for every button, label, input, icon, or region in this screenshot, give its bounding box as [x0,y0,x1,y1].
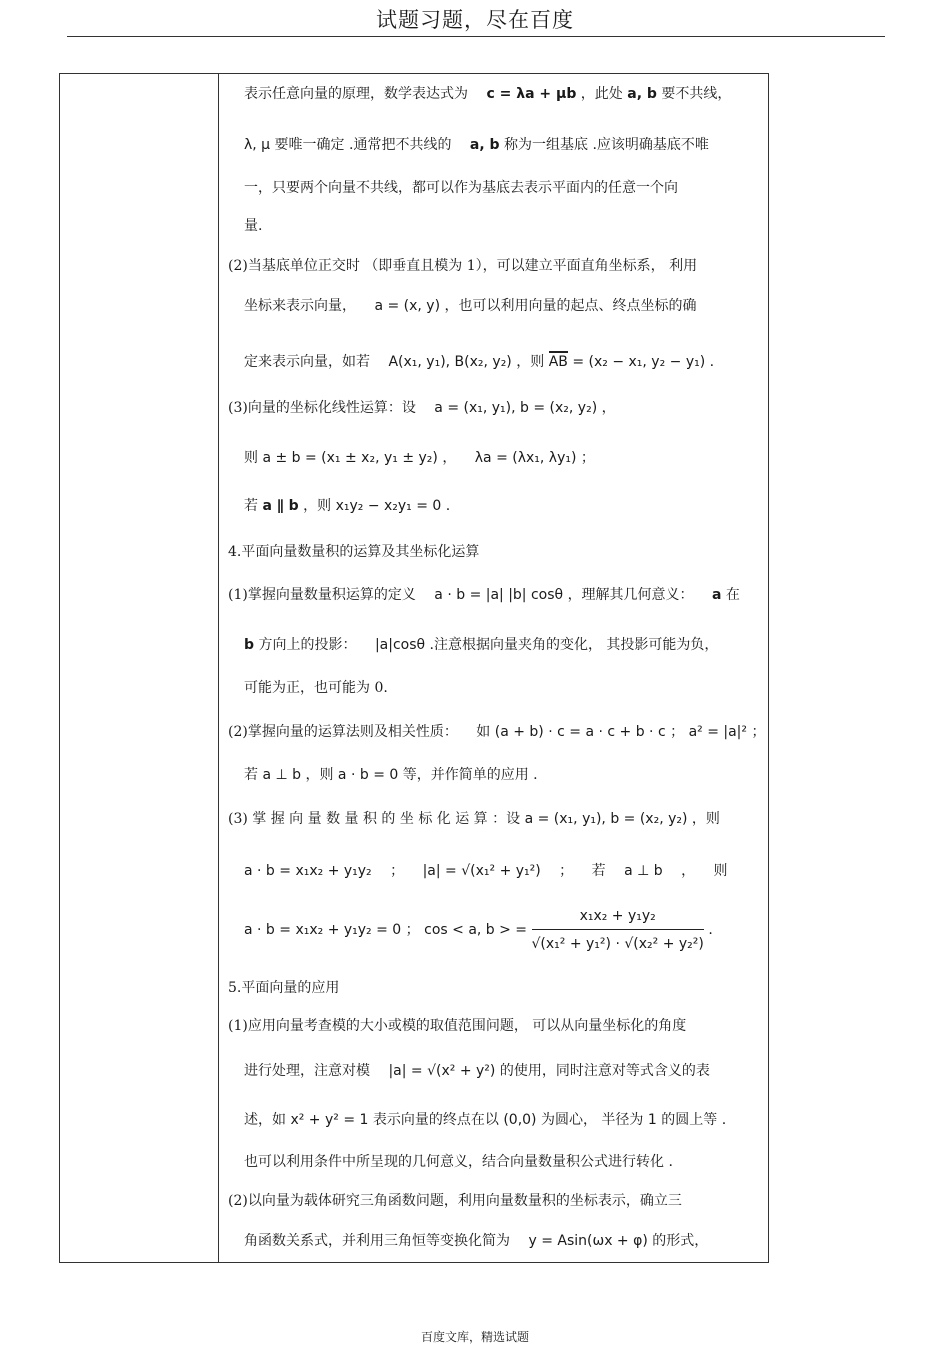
line-15: (2)掌握向量的运算法则及相关性质： 如 (a + b) · c = a · c + b · c ； a² = |a|² ； [228,724,766,740]
line-23: 述，如 x² + y² = 1 表示向量的终点在以 (0,0) 为圆心， 半径为 1 的圆上等 . [244,1112,727,1128]
vector-ab: AB [549,351,568,371]
line-9: 则 a ± b = (x₁ ± x₂, y₁ ± y₂) ， λa = (λx₁, λy₁) ； [244,450,595,466]
formula-dot-product: a · b = |a| |b| cosθ [434,587,564,603]
line-19: a · b = x₁x₂ + y₁y₂ = 0 ； cos < a, b > = $\frac{\text{x₁x₂ + y₁y₂}}{\text{√(x₁² + y₁²) · √(x₂² + y₂²)}}$ . [244,905,713,955]
formula-basis: c = λa + μb [486,86,577,102]
line-1: 表示任意向量的原理，数学表达式为 c = λa + μb ，此处 a, b 要不共线， [244,86,732,102]
line-6: 坐标来表示向量， a = (x, y) ，也可以利用向量的起点、终点坐标的确 [244,298,697,314]
line-2: λ, μ 要唯一确定 .通常把不共线的 a, b 称为一组基底 .应该明确基底不唯 [244,137,709,153]
line-21: (1)应用向量考查模的大小或模的取值范围问题， 可以从向量坐标化的角度 [228,1018,687,1034]
line-3: 一，只要两个向量不共线，都可以作为基底去表示平面内的任意一个向 [244,180,678,196]
line-10: 若 a ∥ b ，则 x₁y₂ − x₂y₁ = 0 . [244,498,451,514]
formula-cosine-fraction: $\frac{\text{x₁x₂ + y₁y₂}}{\text{√(x₁² + y₁²) · √(x₂² + y₂²)}}$ [532,905,704,955]
line-8: (3)向量的坐标化线性运算：设 a = (x₁, y₁), b = (x₂, y₂) ， [228,400,616,416]
table-column-divider [218,73,219,1263]
line-12: (1)掌握向量数量积运算的定义 a · b = |a| |b| cosθ ，理解其几何意义： a 在 [228,587,740,603]
page-header-title: 试题习题，尽在百度 [376,8,574,32]
line-13: b 方向上的投影： |a|cosθ .注意根据向量夹角的变化， 其投影可能为负， [244,637,719,653]
formula-coordinate: a = (x, y) [374,298,441,314]
content-cell [228,73,766,1263]
line-5: (2)当基底单位正交时 （即垂直且模为 1），可以建立平面直角坐标系， 利用 [228,258,698,274]
section-heading-5: 5.平面向量的应用 [228,980,340,996]
line-18: a · b = x₁x₂ + y₁y₂ ； |a| = √(x₁² + y₁²) ； 若 a ⊥ b ， 则 [244,863,728,879]
header-rule [67,36,885,37]
line-26: 角函数关系式，并利用三角恒等变换化简为 y = Asin(ωx + φ) 的形式， [244,1233,709,1249]
line-24: 也可以利用条件中所呈现的几何意义，结合向量数量积公式进行转化 . [244,1154,673,1170]
formula-magnitude: |a| = √(x₁² + y₁²) [422,863,541,879]
line-7: 定来表示向量，如若 A(x₁, y₁), B(x₂, y₂) ，则 AB = (x₂ − x₁, y₂ − y₁) . [244,351,714,371]
formula-sine-form: y = Asin(ωx + φ) [528,1233,648,1249]
line-14: 可能为正，也可能为 0. [244,680,388,696]
line-16: 若 a ⊥ b ，则 a · b = 0 等，并作简单的应用 . [244,767,538,783]
line-22: 进行处理，注意对模 |a| = √(x² + y²) 的使用，同时注意对等式含义的表 [244,1063,710,1079]
page-footer: 百度文库，精选试题 [420,1330,529,1344]
section-heading-4: 4.平面向量数量积的运算及其坐标化运算 [228,544,480,560]
line-25: (2)以向量为载体研究三角函数问题，利用向量数量积的坐标表示，确立三 [228,1193,682,1209]
line-17: (3) 掌 握 向 量 数 量 积 的 坐 标 化 运 算 ：设 a = (x₁, y₁), b = (x₂, y₂) ，则 [228,811,720,827]
line-4: 量. [244,218,263,234]
